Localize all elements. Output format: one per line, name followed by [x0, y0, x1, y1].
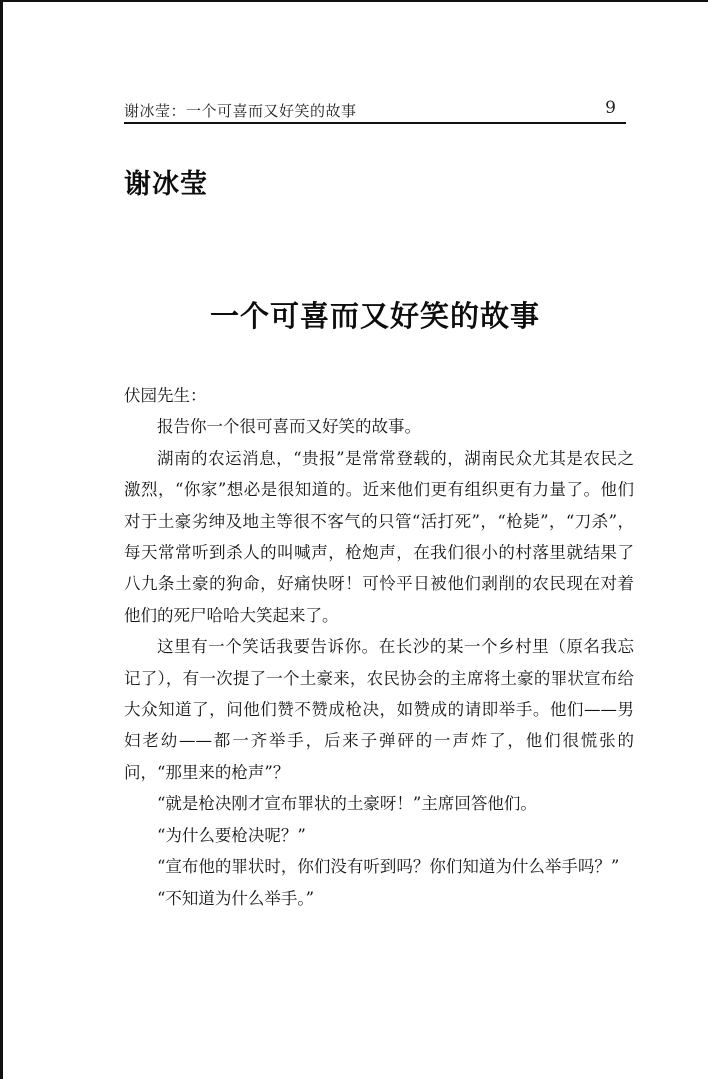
- body-paragraph: 这里有一个笑话我要告诉你。在长沙的某一个乡村里（原名我忘记了），有一次提了一个土豪来，农民协会的主席将土豪的罪状宣布给大众知道了，问他们赞不赞成枪决，如赞成的请即举手。他们——男妇老幼——都一齐举手，后来子弹砰的一声炸了，他们很慌张的问，“那里来的枪声”？: [124, 637, 634, 782]
- page-edge-top: [0, 0, 708, 2]
- body-paragraph: “就是枪决刚才宣布罪状的土豪呀！”主席回答他们。: [157, 794, 537, 814]
- running-header: [124, 100, 626, 124]
- header-rule: [124, 122, 626, 124]
- body-paragraph: “为什么要枪决呢？”: [157, 825, 306, 845]
- body-paragraph: “不知道为什么举手。”: [157, 888, 315, 908]
- body-paragraph: 报告你一个很可喜而又好笑的故事。: [157, 417, 421, 437]
- salutation-paragraph: 伏园先生：: [124, 386, 207, 405]
- body-paragraph: “宣布他的罪状时，你们没有听到吗？你们知道为什么举手吗？”: [157, 857, 620, 877]
- page-number: 9: [605, 98, 616, 118]
- page-edge-left: [0, 0, 3, 1079]
- article-body: [124, 380, 634, 914]
- body-paragraph: 湖南的农运消息，“贵报”是常常登载的，湖南民众尤其是农民之激烈，“你家”想必是很知道的。近来他们更有组织更有力量了。他们对于土豪劣绅及地主等很不客气的只管“活打死”，“枪毙”，“刀杀”，每天常常听到杀人的叫喊声，枪炮声，在我们很小的村落里就结果了八九条土豪的狗命，好痛快呀！可怜平日被他们剥削的农民现在对着他们的死尸哈哈大笑起来了。: [124, 448, 634, 625]
- author-heading: 谢冰莹: [124, 169, 208, 200]
- article-title: 一个可喜而又好笑的故事: [209, 299, 540, 333]
- running-header-title: 谢冰莹：一个可喜而又好笑的故事: [124, 102, 357, 120]
